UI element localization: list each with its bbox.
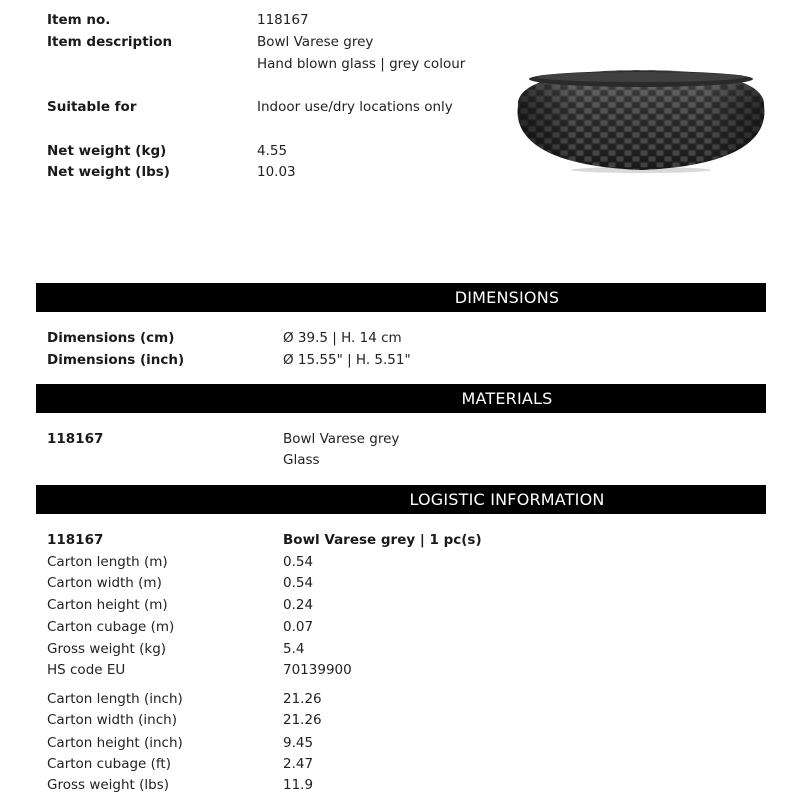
materials-header	[36, 384, 766, 413]
materials-line2: Glass	[283, 452, 320, 468]
suitable-for-label: Suitable for	[47, 99, 137, 115]
dimensions-cm-value: Ø 39.5 | H. 14 cm	[283, 330, 402, 346]
dimensions-header	[36, 283, 766, 312]
logistic-row-value: 70139900	[283, 662, 352, 678]
item-description-line2: Hand blown glass | grey colour	[257, 56, 466, 72]
logistic-row-label: Gross weight (lbs)	[47, 777, 170, 793]
logistic-row-value: 21.26	[283, 691, 322, 707]
logistic-row-label: Carton height (inch)	[47, 735, 183, 751]
logistic-row-value: 0.54	[283, 554, 314, 570]
logistic-row-label: Carton length (m)	[47, 554, 168, 570]
logistic-row-label: Carton cubage (ft)	[47, 756, 171, 772]
logistic-row-value: 5.4	[283, 641, 305, 657]
logistic-header	[36, 485, 766, 514]
item-description-label: Item description	[47, 34, 173, 50]
net-weight-kg-value: 4.55	[257, 143, 288, 159]
logistic-row-label: Carton height (m)	[47, 597, 168, 613]
net-weight-kg-label: Net weight (kg)	[47, 143, 167, 159]
materials-title: MATERIALS	[461, 389, 553, 408]
materials-line1: Bowl Varese grey	[283, 431, 400, 447]
logistic-row-value: 11.9	[283, 777, 314, 793]
logistic-row-label: Carton width (inch)	[47, 712, 177, 728]
suitable-for-value: Indoor use/dry locations only	[257, 99, 453, 115]
logistic-row-label: Carton width (m)	[47, 575, 162, 591]
dimensions-title: DIMENSIONS	[454, 288, 560, 307]
materials-code: 118167	[47, 431, 104, 447]
item-no-label: Item no.	[47, 12, 111, 28]
logistic-code: 118167	[47, 532, 104, 548]
bowl-image	[512, 66, 770, 174]
logistic-row-value: 21.26	[283, 712, 322, 728]
logistic-row-value: 0.24	[283, 597, 314, 613]
logistic-title: LOGISTIC INFORMATION	[409, 490, 605, 509]
net-weight-lbs-value: 10.03	[257, 164, 296, 180]
logistic-row-label: Carton cubage (m)	[47, 619, 175, 635]
logistic-row-value: 0.54	[283, 575, 314, 591]
logistic-row-label: Carton length (inch)	[47, 691, 183, 707]
net-weight-lbs-label: Net weight (lbs)	[47, 164, 170, 180]
item-description-line1: Bowl Varese grey	[257, 34, 374, 50]
logistic-row-value: 0.07	[283, 619, 314, 635]
dimensions-inch-label: Dimensions (inch)	[47, 352, 185, 368]
logistic-row-value: 2.47	[283, 756, 314, 772]
logistic-row-value: 9.45	[283, 735, 314, 751]
item-no-value: 118167	[257, 12, 309, 28]
dimensions-inch-value: Ø 15.55" | H. 5.51"	[283, 352, 411, 368]
logistic-summary: Bowl Varese grey | 1 pc(s)	[283, 532, 482, 548]
logistic-row-label: HS code EU	[47, 662, 126, 678]
logistic-row-label: Gross weight (kg)	[47, 641, 167, 657]
dimensions-cm-label: Dimensions (cm)	[47, 330, 175, 346]
